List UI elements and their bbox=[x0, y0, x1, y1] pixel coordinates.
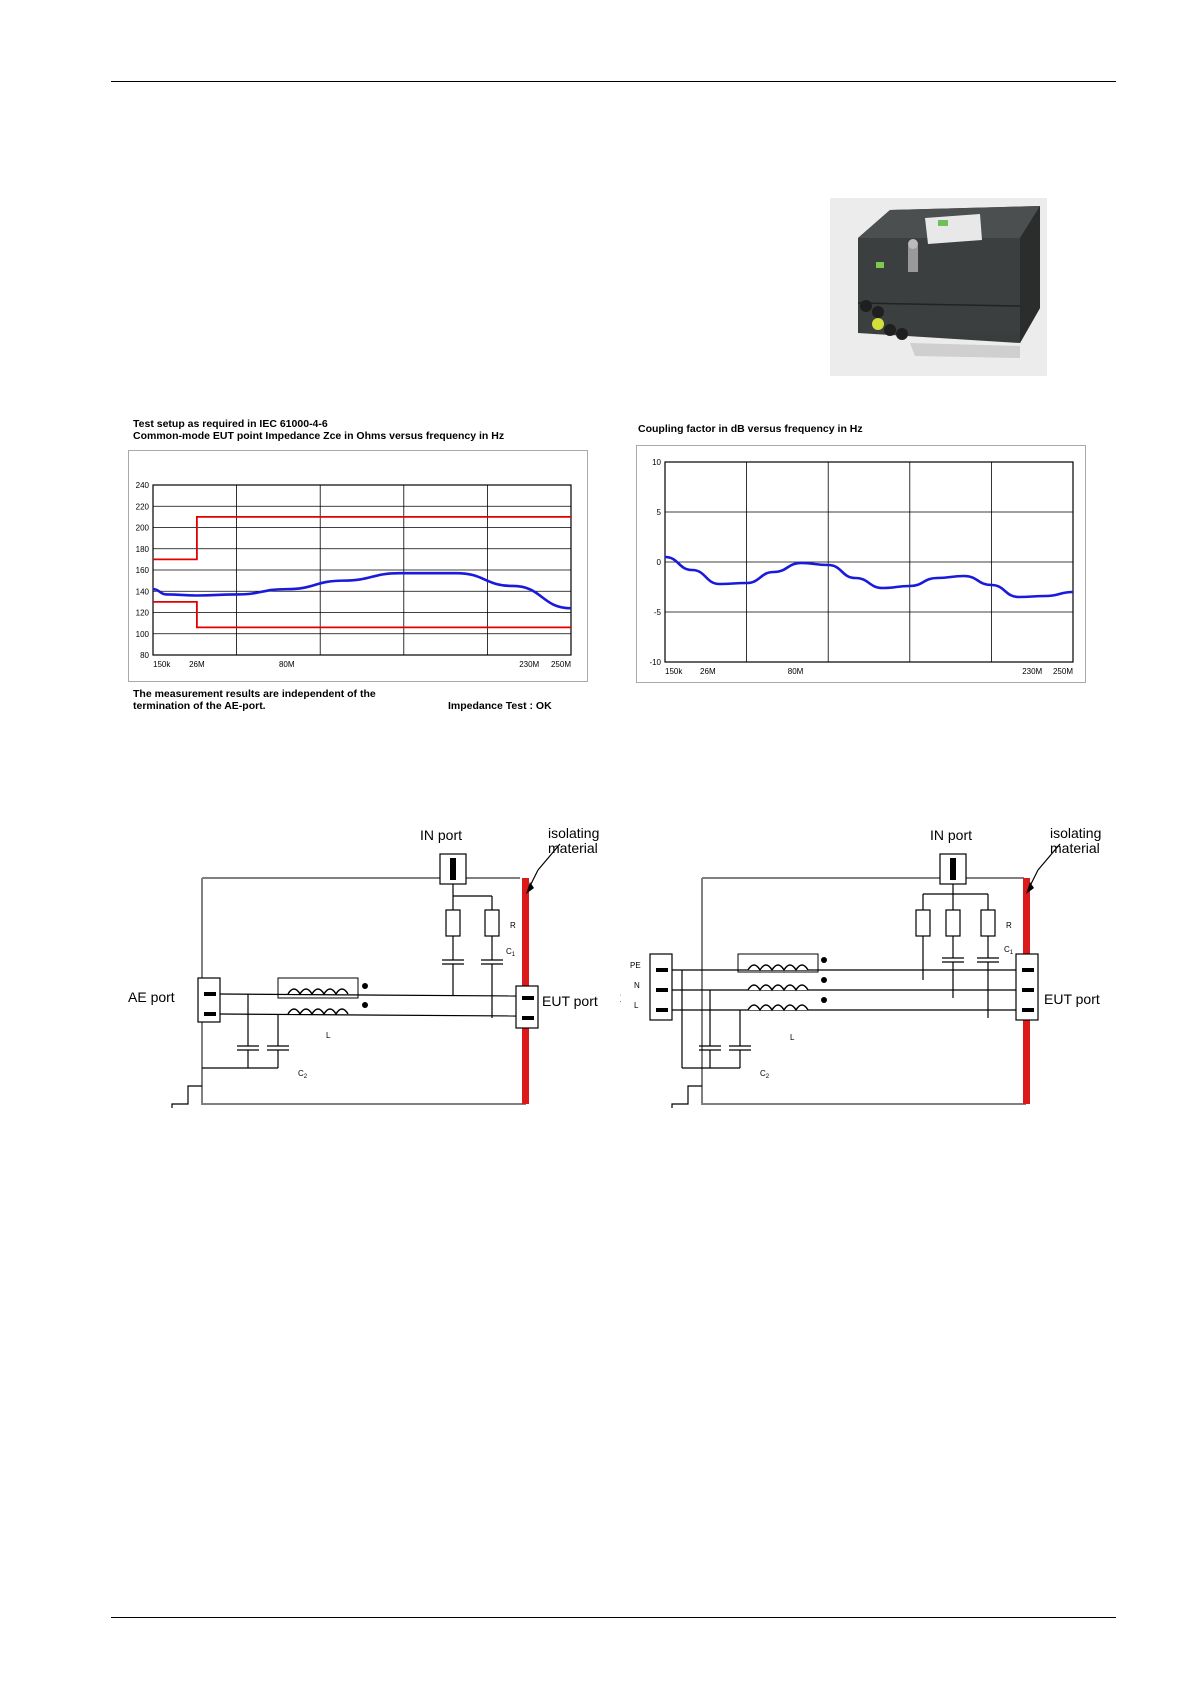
c2-label: $C_2$ bbox=[760, 1069, 770, 1080]
in-port-label: IN port bbox=[420, 827, 463, 843]
c1-label: $C_1$ bbox=[1004, 945, 1014, 956]
y-tick-label: 220 bbox=[135, 502, 149, 512]
y-tick-label: 80 bbox=[140, 651, 149, 660]
x-tick-label: 250M bbox=[1052, 667, 1073, 676]
device-photo bbox=[830, 198, 1047, 376]
line-label: L bbox=[634, 1001, 639, 1010]
pe-label: PE bbox=[630, 961, 641, 970]
ground-symbol bbox=[172, 1086, 202, 1108]
circuit-diagram-two-wire bbox=[120, 818, 620, 1108]
isolating-label-1: isolating bbox=[1050, 825, 1102, 841]
c1-label: $C_1$ bbox=[506, 947, 516, 958]
r-label: R bbox=[510, 921, 516, 930]
impedance-test-result: Impedance Test : OK bbox=[448, 700, 552, 712]
y-tick-label: 140 bbox=[135, 587, 149, 597]
ground-symbol bbox=[672, 1086, 702, 1108]
y-tick-label: 100 bbox=[135, 629, 149, 639]
y-tick-label: 180 bbox=[135, 544, 149, 554]
footer-rule bbox=[111, 1617, 1116, 1618]
x-tick-label: 150k bbox=[665, 667, 683, 676]
x-tick-label: 26M bbox=[189, 660, 205, 669]
n-label: N bbox=[634, 981, 640, 990]
eut-port-label: EUT port bbox=[1044, 991, 1100, 1007]
l-label: L bbox=[790, 1033, 795, 1042]
y-tick-label: -5 bbox=[653, 608, 661, 617]
l-label: L bbox=[326, 1031, 331, 1040]
isolating-label-2: material bbox=[548, 840, 598, 856]
x-tick-label: 80M bbox=[278, 660, 295, 669]
x-tick-label: 26M bbox=[700, 667, 716, 676]
y-tick-label: 160 bbox=[135, 566, 149, 575]
impedance-note-1: The measurement results are independent of the bbox=[133, 688, 376, 700]
y-tick-label: 10 bbox=[652, 458, 661, 467]
in-port-label: IN port bbox=[930, 827, 973, 843]
ae-port-label bbox=[620, 989, 621, 1005]
x-tick-label: 250M bbox=[550, 660, 571, 669]
r-label: R bbox=[1006, 921, 1012, 930]
eut-port-label: EUT port bbox=[542, 993, 598, 1009]
y-tick-label: 240 bbox=[135, 481, 149, 490]
y-tick-label: 0 bbox=[656, 558, 661, 567]
impedance-chart-title-1: Test setup as required in IEC 61000-4-6 bbox=[133, 418, 328, 430]
x-tick-label: 230M bbox=[1022, 667, 1043, 676]
ae-port-label: AE port bbox=[128, 989, 175, 1005]
y-tick-label: 120 bbox=[135, 608, 149, 618]
eut-port-connector bbox=[516, 986, 538, 1028]
y-tick-label: -10 bbox=[649, 658, 661, 667]
impedance-chart-title-2: Common-mode EUT point Impedance Zce in Ohms versus frequency in Hz bbox=[133, 430, 505, 442]
header-rule bbox=[111, 81, 1116, 82]
coupling-chart-title: Coupling factor in dB versus frequency in Hz bbox=[638, 423, 863, 435]
y-tick-label: 5 bbox=[656, 508, 661, 517]
c2-label: $C_2$ bbox=[298, 1069, 308, 1080]
x-tick-label: 230M bbox=[519, 660, 540, 669]
x-tick-label: 80M bbox=[787, 667, 804, 676]
x-tick-label: 150k bbox=[153, 660, 171, 669]
isolating-label-2: material bbox=[1050, 840, 1100, 856]
y-tick-label: 200 bbox=[135, 523, 149, 533]
coupling-chart bbox=[636, 445, 1086, 683]
circuit-diagram-three-wire bbox=[620, 818, 1120, 1108]
impedance-chart bbox=[128, 450, 588, 682]
impedance-note-2: termination of the AE-port. bbox=[133, 700, 266, 712]
isolating-label-1: isolating bbox=[548, 825, 600, 841]
